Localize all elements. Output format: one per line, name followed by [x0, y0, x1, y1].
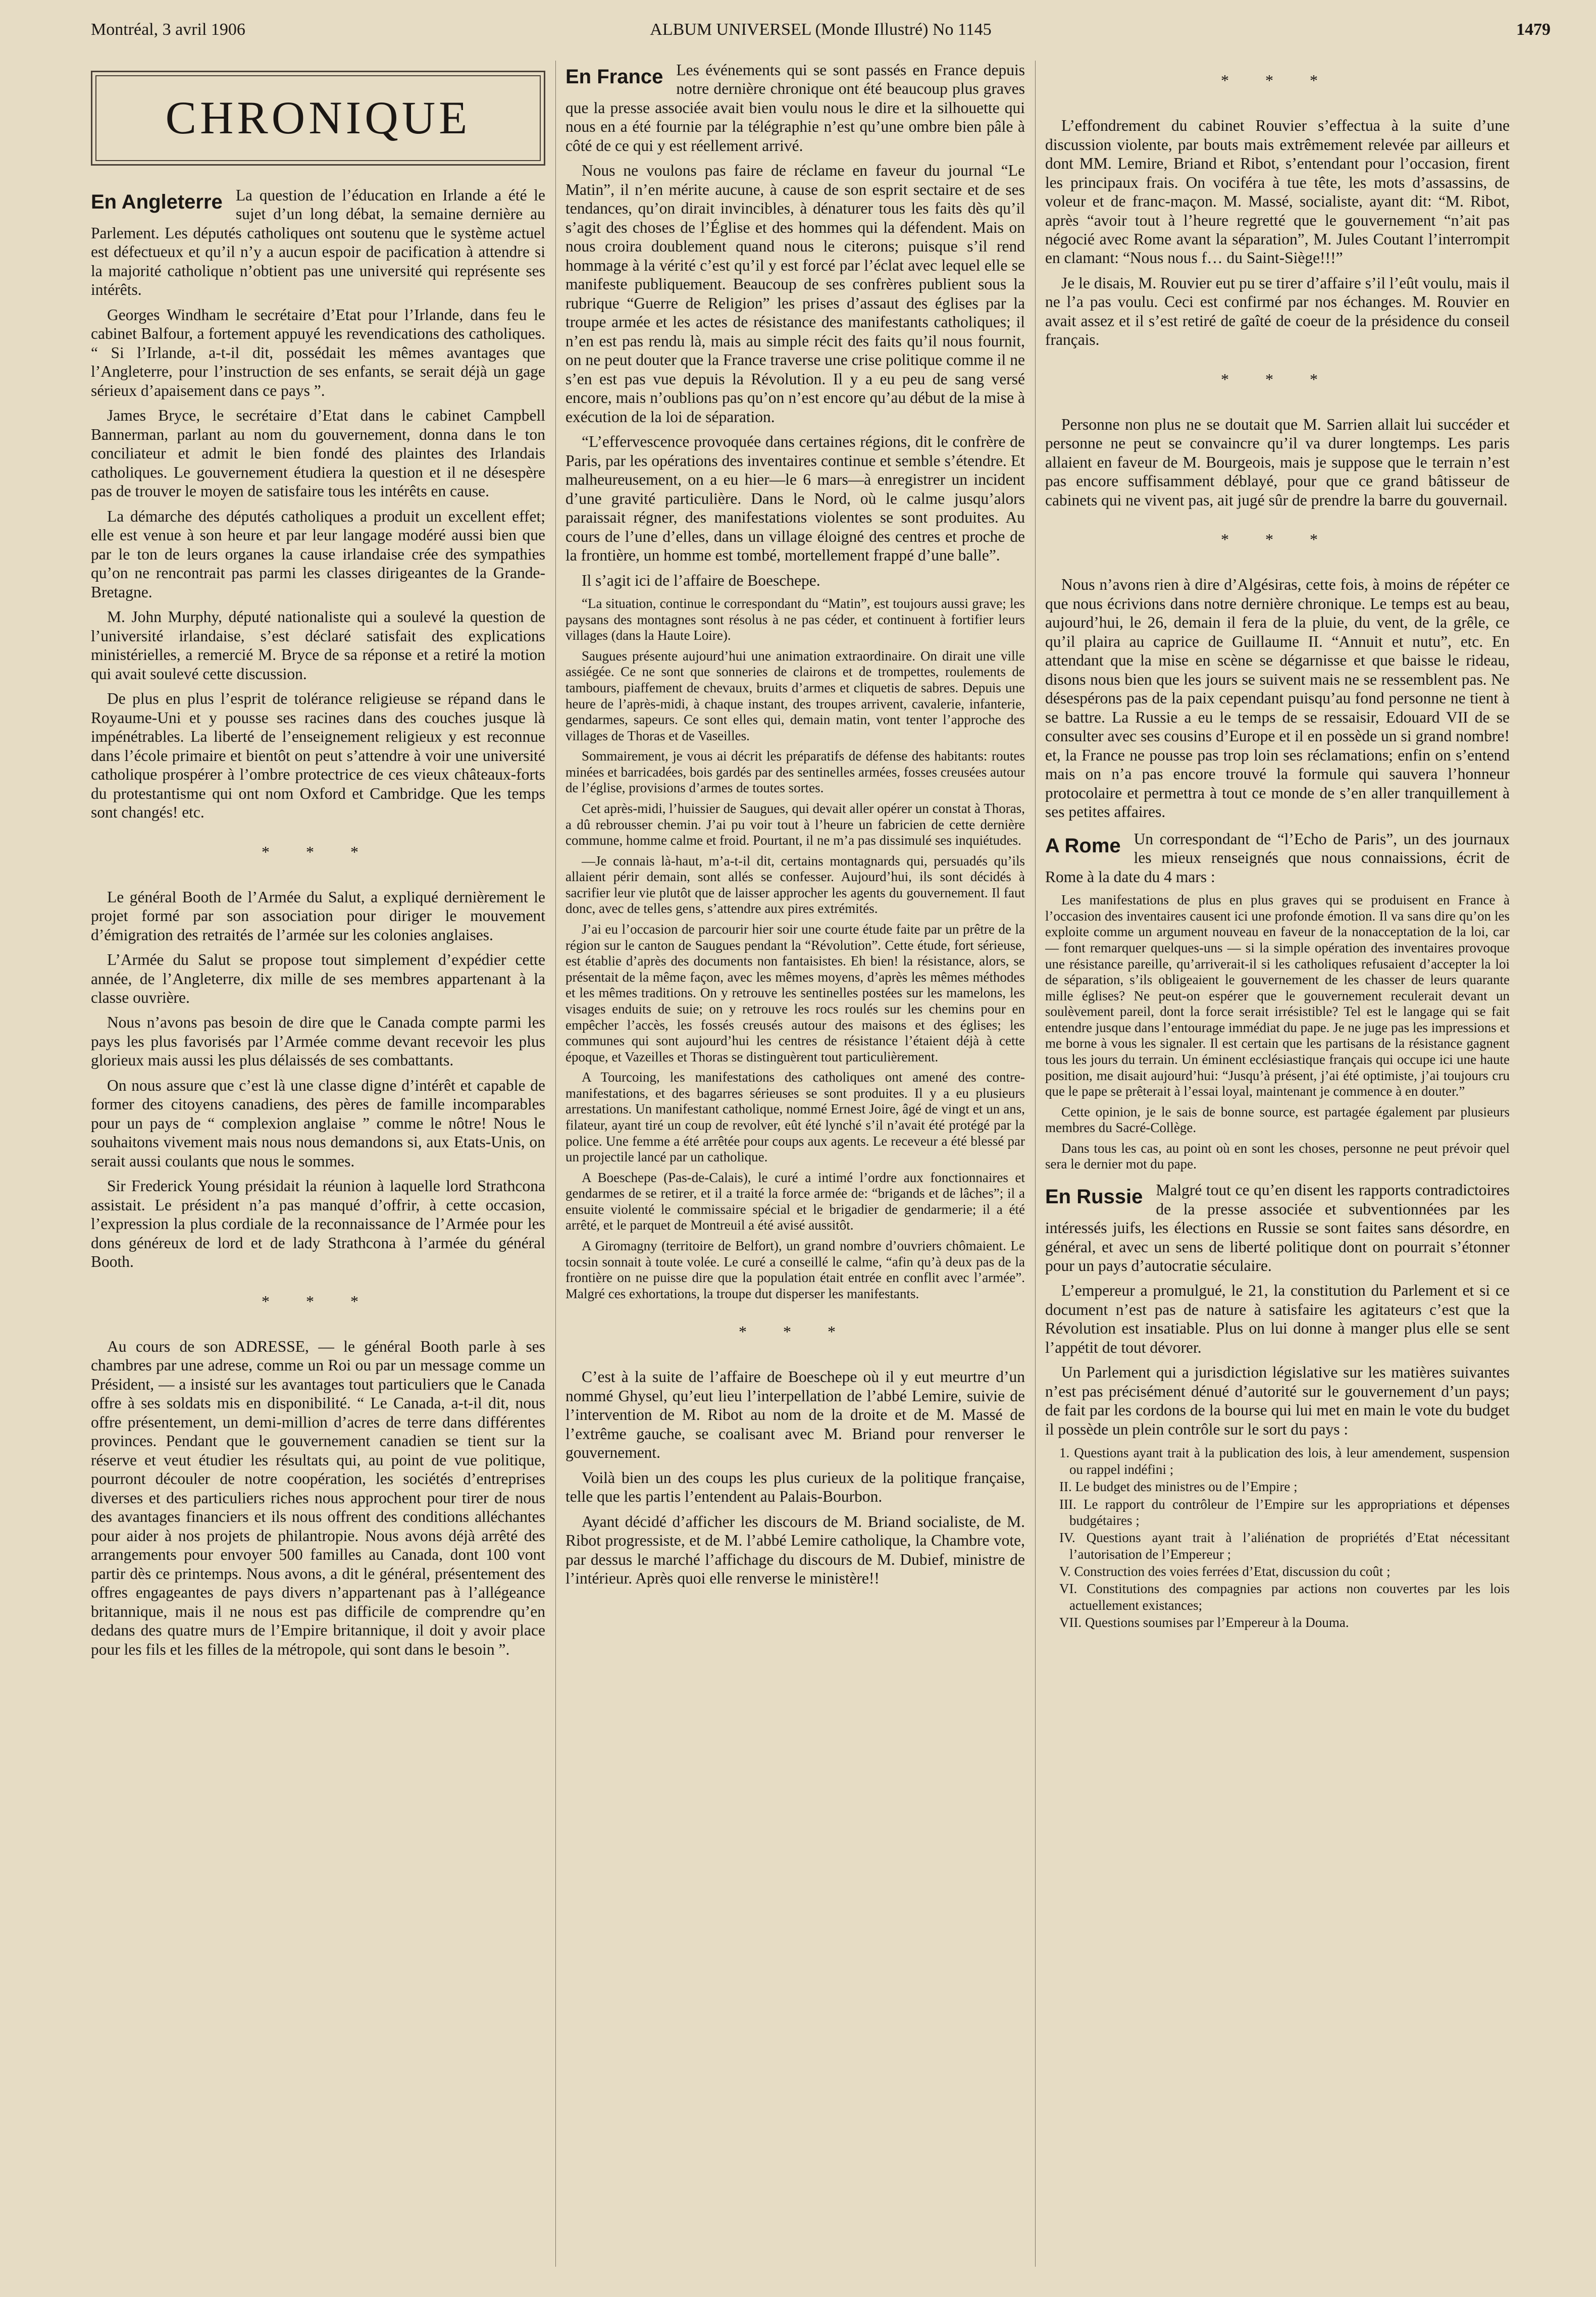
section-rome — [1045, 830, 1510, 1172]
list-item: VII. Questions soumises par l’Empereur à la Douma. — [1059, 1615, 1349, 1630]
paragraph: Il s’agit ici de l’affaire de Boeschepe. — [582, 571, 820, 589]
paragraph: De plus en plus l’esprit de tolérance religieuse se répand dans le Royaume-Uni et y pousse ses racines dans des couches jusque là impénétrables. La liberté de l’enseignement religieux y est reconnue dans l’école primaire et bientôt on peut s’attendre à voir une université catholique prospérer à l’ombre protectrice de ces vieux châteaux-forts du protestantisme qui ont nom Oxford et Cambridge. Que les temps sont changés! etc. — [91, 690, 545, 822]
paragraph: Malgré tout ce qu’en disent les rapports contradictoires de la presse associée et subventionnées par les intéressés juifs, les élections en Russie se sont faites sans désordre, en général, et avec un sens de liberté politique dont on pourrait s’étonner pour un pays d’autocratie séculaire. — [1045, 1181, 1510, 1274]
section-france-politique — [565, 1367, 1025, 1588]
section-booth — [91, 888, 545, 1271]
list-item: 1. Questions ayant trait à la publication des lois, à leur amendement, suspension ou rappel indéfini ; — [1059, 1445, 1510, 1477]
paragraph: L’Armée du Salut se propose tout simplement d’expédier cette année, de l’Angleterre, dix mille de ses membres appartenant à la classe ouvrière. — [91, 951, 545, 1006]
paragraph: La question de l’éducation en Irlande a été le sujet d’un long débat, la semaine dernière au Parlement. Les députés catholiques ont soutenu que le système actuel est défectueux et qu’il n’y a aucun espoir de pacification à attendre si la majorité catholique n’obtient pas une université qui représente ses intérêts. — [91, 186, 545, 299]
paragraph: La démarche des députés catholiques a produit un excellent effet; elle est venue à son heure et par leur langage modéré aussi bien que par le ton de leurs organes la cause irlandaise crée des sympathies qu’on ne rencontrait pas parmi les classes dirigeantes de la Grande-Bretagne. — [91, 507, 545, 601]
paragraph: Nous n’avons rien à dire d’Algésiras, cette fois, à moins de répéter ce que nous écrivions dans notre dernière chronique. Le temps est au beau, aujourd’hui, le 26, demain il fera de la pluie, du vent, de la grêle, ce qu’il plaira au caprice de Guillaume II. “Annuit et nutu”, etc. En attendant que la mise en scène se dégarnisse et que baisse le rideau, disons nous bien que les jours se suivent mais ne se ressemblent pas. Ne désespérons pas de la paix cependant puisqu’au fond personne ne tient à se battre. La Russie a eu le temps de se ressaisir, Edouard VII de se consulter avec ses cousins d’Europe et il en possède un si grand nombre! et, la France ne pousse pas trop loin ses réclamations; enfin on s’entend mais on n’a pas encore trouvé la formule qui sauvera l’honneur protocolaire et permettra à tout ce monde de s’en aller tranquillement à ses petites affaires. — [1045, 576, 1510, 821]
quoted-paragraph: Les manifestations de plus en plus graves qui se produisent en France à l’occasion des inventaires causent ici une profonde émotion. Il va sans dire qu’on les exploite comme un argument nouveau en faveur de la nonacceptation de la loi, car — font remarquer quelques-uns — si la simple opération des inventaires provoque une résistance pareille, qu’arriverait-il si les catholiques refusaient d’accepter la loi de séparation, s’ils obligeaient le gouvernement de les chasser de leurs quarante mille églises? Ne peut-on espérer que le gouvernement reculerait devant un soulèvement pareil, dont la force serait irrésistible? Tel est le langage qui se fait entendre jusque dans l’entourage immédiat du pape. Je ne juge pas les impressions et me borne à vous les signaler. Il est certain que les partisans de la résistance gagnent tous les jours du terrain. Un éminent ecclésiastique français qui occupe ici une haute position, me disait aujourd’hui: “Jusqu’à présent, j’ai été optimiste, j’ai toujours cru que le pape se prêterait à l’essai loyal, maintenant je commence à en douter.” — [1045, 892, 1510, 1099]
paragraph: Voilà bien un des coups les plus curieux de la politique française, telle que les partis l’entendent au Palais-Bourbon. — [565, 1468, 1025, 1506]
quoted-paragraph: A Boeschepe (Pas-de-Calais), le curé a intimé l’ordre aux fonctionnaires et gendarmes de se retirer, et il a traité la force armée de: “brigands et de lâches”; il a ensuite violenté le commissaire spécial et le brigadier de gendarmerie; il a été arrêté, et le parquet de Montreuil a été avisé aussitôt. — [565, 1169, 1025, 1233]
section-separator: * * * — [262, 842, 375, 861]
quoted-paragraph: J’ai eu l’occasion de parcourir hier soir une courte étude faite par un prêtre de la région sur le canton de Saugues pendant la “Révolution”. Cette étude, fort sérieuse, est établie d’après des documents non fantaisistes. Eh bien! la résistance, alors, se présentait de la même façon, avec les mêmes moyens, d’après les mêmes méthodes et les mêmes traditions. On y retrouve les sentinelles postées sur les mamelons, les visages enduits de suie; on y retrouve les rocs roulés sur les chemins pour en empêcher l’accès, les fossés creusés autour des maisons et des églises; les communes qui sont aujourd’hui les centres de résistance l’étaient déjà à cette époque, et Vazeilles et Thoras se distinguèrent tout particulièrement. — [565, 922, 1025, 1064]
quoted-paragraph: Dans tous les cas, au point où en sont les choses, personne ne peut prévoir quel sera le dernier mot du pape. — [1045, 1140, 1510, 1172]
paragraph: Nous ne voulons pas faire de réclame en faveur du journal “Le Matin”, il n’en mérite aucune, à cause de son esprit sectaire et de ses tendances, qu’on dirait invincibles, à dénaturer tous les faits dès qu’il s’agit des choses de l’Église et des hommes qui la défendent. Mais on nous croira doublement quand nous le citerons; puisque s’il rend hommage à la vérité c’est qu’il y est forcé par l’éclat avec lequel elle se manifeste publiquement. Beaucoup de ses confrères publient sous la rubrique “Guerre de Religion” les prises d’assaut des églises par la troupe armée et les actes de résistance des manifestants catholiques; il n’en est pas rendu là, mais au simple récit des faits qu’il nous fournit, on ne peut douter que la France traverse une crise politique comme il ne s’en est pas vue depuis la Révolution. Il y a eu peu de sang versé encore, mais n’oublions pas qu’on n’est encore qu’au début de la mise à exécution de la loi de séparation. — [565, 162, 1025, 426]
quoted-paragraph: Saugues présente aujourd’hui une animation extraordinaire. On dirait une ville assiégée. Ce ne sont que sonneries de clairons et de trompettes, roulements de tambours, piaffement de chevaux, bruits d’armes et cliquetis de sabres. Depuis une heure de l’après-midi, à chaque instant, des troupes arrivent, cavalerie, infanterie, gendarmes, sapeurs. Ce sont elles qui, demain matin, vont tenter l’approche des villages de Thoras et de Vaseilles. — [565, 648, 1025, 743]
list-item: V. Construction des voies ferrées d’Etat, discussion du coût ; — [1059, 1564, 1391, 1579]
paragraph: Nous n’avons pas besoin de dire que le Canada compte parmi les pays les plus favorisés par l’Armée comme devant recevoir les plus glorieux mais aussi les plus délaissés de ses combattants. — [91, 1013, 545, 1069]
paragraph: Ayant décidé d’afficher les discours de M. Briand socialiste, de M. Ribot progressiste, et de M. l’abbé Lemire catholique, la Chambre vote, par dessus le marché l’affichage du discours de M. Dubief, ministre de l’intérieur. Après quoi elle renverse le ministère!! — [565, 1512, 1025, 1588]
quoted-paragraph: A Giromagny (territoire de Belfort), un grand nombre d’ouvriers chômaient. Le tocsin sonnait à toute volée. Le curé a conseillé le calme, “afin qu’à deux pas de la frontière on ne puisse dire que la population était entrée en conflit avec l’armée”. Malgré ces exhortations, la troupe dut disperser les manifestants. — [565, 1238, 1025, 1301]
quoted-paragraph: A Tourcoing, les manifestations des catholiques ont amené des contre-manifestations, et des bagarres sérieuses se sont produites. Il y a eu plusieurs arrestations. Un manifestant catholique, nommé Ernest Joire, âgé de vingt et un ans, filateur, ayant tiré un coup de revolver, eût été lynché s’il n’avait été protégé par la police. Une femme a été arrêtée pour coups aux agents. Le receveur a été blessé par un projectile lancé par un catholique. — [565, 1069, 1025, 1165]
douma-jurisdiction-list — [1045, 1445, 1510, 1630]
paragraph: Un correspondant de “l’Echo de Paris”, un des journaux les mieux renseignés que nous connaissions, écrit de Rome à la date du 4 mars : — [1045, 830, 1510, 886]
quoted-paragraph: Cette opinion, je le sais de bonne source, est partagée également par plusieurs membres du Sacré-Collège. — [1045, 1104, 1510, 1136]
paragraph: Je le disais, M. Rouvier eut pu se tirer d’affaire s’il l’eût voulu, mais il ne l’a pas voulu. Ceci est confirmé par nos échanges. M. Rouvier en avait assez et il s’est retiré de gaîté de coeur de la présidence du conseil français. — [1045, 274, 1510, 349]
list-item: VI. Constitutions des compagnies par actions non couvertes par les lois actuellement existances; — [1059, 1581, 1510, 1613]
section-angleterre — [91, 186, 545, 822]
paragraph: Le général Booth de l’Armée du Salut, a expliqué dernièrement le projet formé par son association pour diriger le mouvement d’émigration des retraités de l’armée sur les colonies anglaises. — [91, 888, 545, 944]
section-separator: * * * — [739, 1322, 852, 1341]
chronique-title: CHRONIQUE — [165, 92, 471, 144]
section-heading: En Russie — [1045, 1186, 1143, 1208]
section-algesiras — [1045, 575, 1510, 821]
paragraph: Sir Frederick Young présidait la réunion à laquelle lord Strathcona assistait. Le président n’a pas manqué d’offrir, à cette occasion, l’expression la plus cordiale de la reconnaissance de l’Armée pour les dons généreux de lord et de lady Strathcona à l’armée du général Booth. — [91, 1177, 545, 1271]
column-rule — [555, 61, 556, 2267]
chronique-title-box — [91, 71, 545, 166]
paragraph: L’empereur a promulgué, le 21, la constitution du Parlement et si ce document n’est pas de nature à satisfaire les agitateurs c’est que la Révolution est insatiable. Plus on lui donne à manger plus elle se sent l’appétit de tout dévorer. — [1045, 1282, 1510, 1356]
paragraph: James Bryce, le secrétaire d’Etat dans le cabinet Campbell Bannerman, parlant au nom du gouvernement, donna dans le ton conciliateur et admit le bien fondé des plaintes des Irlandais catholiques. Le gouvernement étudiera la question et il ne désespère pas de trouver le moyen de satisfaire tous les intérêts en cause. — [91, 406, 545, 500]
column-2 — [565, 61, 1025, 2267]
column-3 — [1045, 61, 1510, 2267]
paragraph: C’est à la suite de l’affaire de Boeschepe où il y eut meurtre d’un nommé Ghysel, qu’eut lieu l’interpellation de l’abbé Lemire, suivie de l’intervention de M. Ribot au nom de la droite et de M. Massé de l’extrême gauche, se coalisant avec M. Briand pour renverser le gouvernement. — [565, 1368, 1025, 1462]
section-sarrien — [1045, 415, 1510, 509]
list-item: II. Le budget des ministres ou de l’Empire ; — [1059, 1479, 1298, 1495]
section-separator: * * * — [1221, 530, 1334, 549]
page-number: 1479 — [1516, 20, 1551, 39]
quoted-paragraph: “La situation, continue le correspondant du “Matin”, est toujours aussi grave; les paysans des montagnes sont résolus à ne pas céder, et continuent à fortifier leurs villages (dans la Haute Loire). — [565, 596, 1025, 643]
section-heading: En Angleterre — [91, 191, 223, 213]
paragraph: Un Parlement qui a jurisdiction législative sur les matières suivantes n’est pas précisément dénué d’autorité sur le gouvernement d’un pays; de fait par les cordons de la bourse qui lui met en main le vote du budget il possède un plein contrôle sur le sort du pays : — [1045, 1363, 1510, 1438]
paragraph: Les événements qui se sont passés en France depuis notre dernière chronique ont été beaucoup plus graves que la presse associée avait bien voulu nous le dire et la silhouette qui nous en a été fournie par la télégraphie n’est qu’une ombre bien pâle à côté de ce qui y est réellement arrivé. — [565, 61, 1025, 155]
section-separator: * * * — [262, 1292, 375, 1310]
section-heading: En France — [565, 66, 663, 88]
publication-title: ALBUM UNIVERSEL (Monde Illustré) No 1145 — [650, 20, 992, 39]
paragraph: Personne non plus ne se doutait que M. Sarrien allait lui succéder et personne ne peut se convaincre qu’il va durer longtemps. Les paris allaient en faveur de M. Bourgeois, mais je suppose que le terrain n’est pas encore suffisamment déblayé, pour que ce grand bâtisseur de cabinets qui ne vivent pas, ait jugé sûr de prendre la barre du gouvernail. — [1045, 415, 1510, 509]
list-item: IV. Questions ayant trait à l’aliénation de propriétés d’Etat nécessitant l’autorisation de l’Empereur ; — [1059, 1530, 1510, 1562]
section-separator: * * * — [1221, 71, 1334, 89]
section-russie — [1045, 1181, 1510, 1631]
paragraph: M. John Murphy, député nationaliste qui a soulevé la question de l’université irlandaise, s’est déclaré satisfait des explications ministérielles, a remercié M. Bryce de sa réponse et a retiré la motion qui avait soulevé cette discussion. — [91, 608, 545, 683]
paragraph: Au cours de son ADRESSE, — le général Booth parle à ses chambres par une adrese, comme un Roi ou par un message comme un Président, — a insisté sur les avantages tout particuliers que le Canada offre à ses soldats mis en disponibilité. “ Le Canada, a-t-il dit, nous offre présentement, un demi-million d’acres de terre dans différentes provinces. Pendant que le gouvernement canadien se tient sur la réserve et veut étudier les résultats qui, au point de vue politique, pourront découler de notre coopération, les sociétés d’entreprises diverses et des particuliers riches nous approchent pour tirer de nous des avantages financiers et ils nous offrent des conditions alléchantes pour aider à nos projets de philantropie. Nous avons déjà arrêté des arrangements pour envoyer 500 familles au Canada, dont 100 vont partir dès ce printemps. Nous avons, a dit le général, présentement des offres engageantes de pays divers n’appartenant pas à l’allégeance britannique, mais il ne nous est pas difficile de comprendre qu’en dedans des quatre murs de l’Empire britannique, il doit y avoir place pour les fils et les filles de la métropole, qui sont dans le besoin ”. — [91, 1337, 545, 1658]
paragraph: On nous assure que c’est là une classe digne d’intérêt et capable de former des citoyens canadiens, des pères de famille incomparables pour un pays de “ complexion anglaise ” comme le nôtre! Nous le souhaitons vivement mais nous nous demandons si, aux Etats-Unis, on serait aussi coulants que nous le sommes. — [91, 1076, 545, 1170]
section-heading: A Rome — [1045, 834, 1121, 857]
quoted-paragraph: Cet après-midi, l’huissier de Saugues, qui devait aller opérer un constat à Thoras, a dû rebrousser chemin. J’ai pu voir tout à l’heure un fabricien de cette dernière commune, homme calme et froid. Pourtant, il ne m’a pas dissimulé ses inquiétudes. — [565, 801, 1025, 848]
section-adresse — [91, 1337, 545, 1659]
section-rouvier — [1045, 116, 1510, 349]
quoted-paragraph: Sommairement, je vous ai décrit les préparatifs de défense des habitants: routes minées et barricadées, bois gardés par des sentinelles armées, fosses creusées autour de l’église, provisions d’armes de toutes sortes. — [565, 748, 1025, 796]
column-rule — [1035, 61, 1036, 2267]
paragraph: L’effondrement du cabinet Rouvier s’effectua à la suite d’une discussion violente, par bouts mais extrêmement relevée par ailleurs et dont MM. Lemire, Briand et Ribot, s’entendant pour l’occasion, firent les principaux frais. On vociféra à tue tête, les mots d’assassins, de voleur et de franc-maçon. M. Massé, socialiste, ayant dit: “M. Ribot, après “avoir tout à l’heure regretté que le gouvernement “n’ait pas négocié avec Rome avant la séparation”, M. Jules Coutant l’interrompit en clamant: “Nous nous f… du Saint-Siège!!!” — [1045, 117, 1510, 267]
column-1 — [91, 61, 545, 2267]
section-separator: * * * — [1221, 370, 1334, 388]
paragraph: “L’effervescence provoquée dans certaines régions, dit le confrère de Paris, par les opérations des inventaires continue et semble s’étendre. Et malheureusement, on a eu hier—le 6 mars—à enregistrer un incident d’une gravité particulière. Dans le Nord, où le calme jusqu’alors paraissait régner, des manifestations violentes se sont produites. Au cours de l’une d’elles, dans un village éloigné des centres et proche de la frontière, un homme est tombé, mortellement frappé d’une balle”. — [565, 433, 1025, 565]
quoted-paragraph: —Je connais là-haut, m’a-t-il dit, certains montagnards qui, persuadés qu’ils allaient périr demain, sont allés se confesser. Aujourd’hui, ils sont décidés à sacrifier leur vie plutôt que de laisser approcher les agents du gouvernement. Il faut donc, avec de telles gens, s’attendre aux pires extrémités. — [565, 853, 1025, 916]
running-head — [91, 20, 1551, 56]
list-item: III. Le rapport du contrôleur de l’Empire sur les appropriations et dépenses budgétaires ; — [1059, 1496, 1510, 1528]
issue-date: Montréal, 3 avril 1906 — [91, 20, 245, 39]
section-france — [565, 61, 1025, 1302]
paragraph: Georges Windham le secrétaire d’Etat pour l’Irlande, dans feu le cabinet Balfour, a fortement appuyé les revendications des catholiques. “ Si l’Irlande, a-t-il dit, possédait les mêmes avantages que l’Angleterre, pour l’instruction de ses enfants, se serait déjà un gage sérieux d’apaisement dans ce pays ”. — [91, 305, 545, 399]
